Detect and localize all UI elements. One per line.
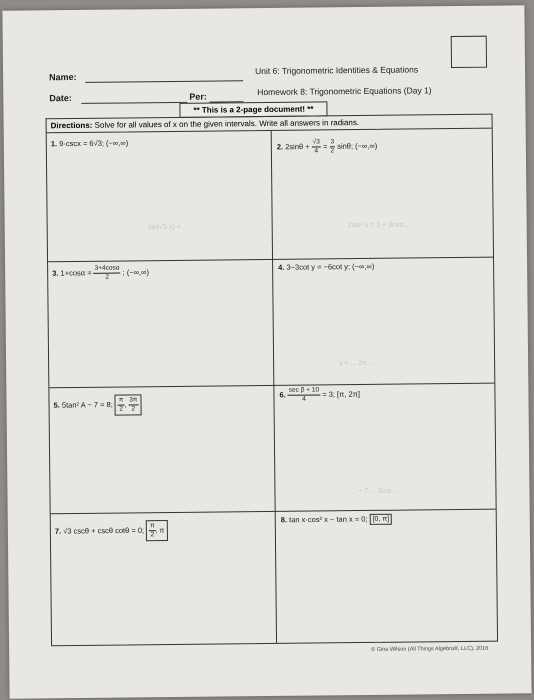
problem-3: 3. 1+cosα = $\frac{3+4\cos\alpha}{2}$ ; (−∞,∞) [52, 264, 150, 281]
date-label: Date: [49, 93, 72, 104]
copyright-notice: © Gina Wilson (All Things Algebra®, LLC), 2016 [371, 645, 489, 653]
period-label: Per: [189, 91, 207, 102]
homework-title: Homework 8: Trigonometric Equations (Day 1) [257, 85, 432, 98]
problem-5-interval: $\frac{\pi}{2}$ , $\frac{3\pi}{2}$ [115, 394, 142, 415]
name-line [85, 80, 243, 83]
directions-text: Solve for all values of x on the given intervals. Write all answers in radians. [94, 118, 360, 130]
problem-5: 5. 5tan² A − 7 = 8; $\frac{\pi}{2}$ , $\frac{3\pi}{2}$ [53, 394, 141, 416]
grid-divider-3 [51, 509, 496, 515]
date-line [81, 102, 187, 104]
problem-4: 4. 3−3cot y = −6cot y; (−∞,∞) [278, 261, 375, 272]
ghost-text-3: x = ... 2π ... [339, 359, 375, 368]
unit-title: Unit 6: Trigonometric Identities & Equations [255, 64, 419, 77]
problem-7: 7. √3 cscθ + cscθ cotθ = 0; $\frac{\pi}{2}$ , π [55, 520, 168, 542]
directions-label: Directions: [50, 120, 93, 131]
grid-vertical-divider [271, 131, 277, 643]
ghost-text-4: ... − 7 ... 2cot... [350, 487, 398, 496]
grid-divider-2 [49, 383, 494, 389]
problem-2: 2. 2sinθ + $\frac{√3}{4}$ = $\frac{3}{2}$ sinθ; (−∞,∞) [276, 138, 378, 155]
ghost-text-1: sin(√3·x) + ... [147, 223, 189, 232]
problem-1: 1. 9·cscx = 6√3; (−∞,∞) [50, 138, 129, 149]
ghost-text-2: 2sin² x = 1 + 3cos... [347, 221, 409, 230]
score-box [451, 36, 487, 68]
grid-divider-1 [48, 257, 493, 263]
two-page-banner: ** This is a 2-page document! ** [179, 101, 327, 118]
worksheet-page [2, 5, 531, 698]
problem-8: 8. tan x·cos² x − tan x = 0; [0, π] [281, 514, 392, 526]
problem-8-interval: [0, π] [370, 514, 393, 525]
name-label: Name: [49, 71, 77, 83]
problem-6: 6. $\frac{\text{sec β + 10}}{4}$ = 3; [π, 2π] [279, 386, 360, 403]
problem-grid [46, 128, 498, 647]
problem-7-interval: $\frac{\pi}{2}$ , π [146, 520, 167, 541]
